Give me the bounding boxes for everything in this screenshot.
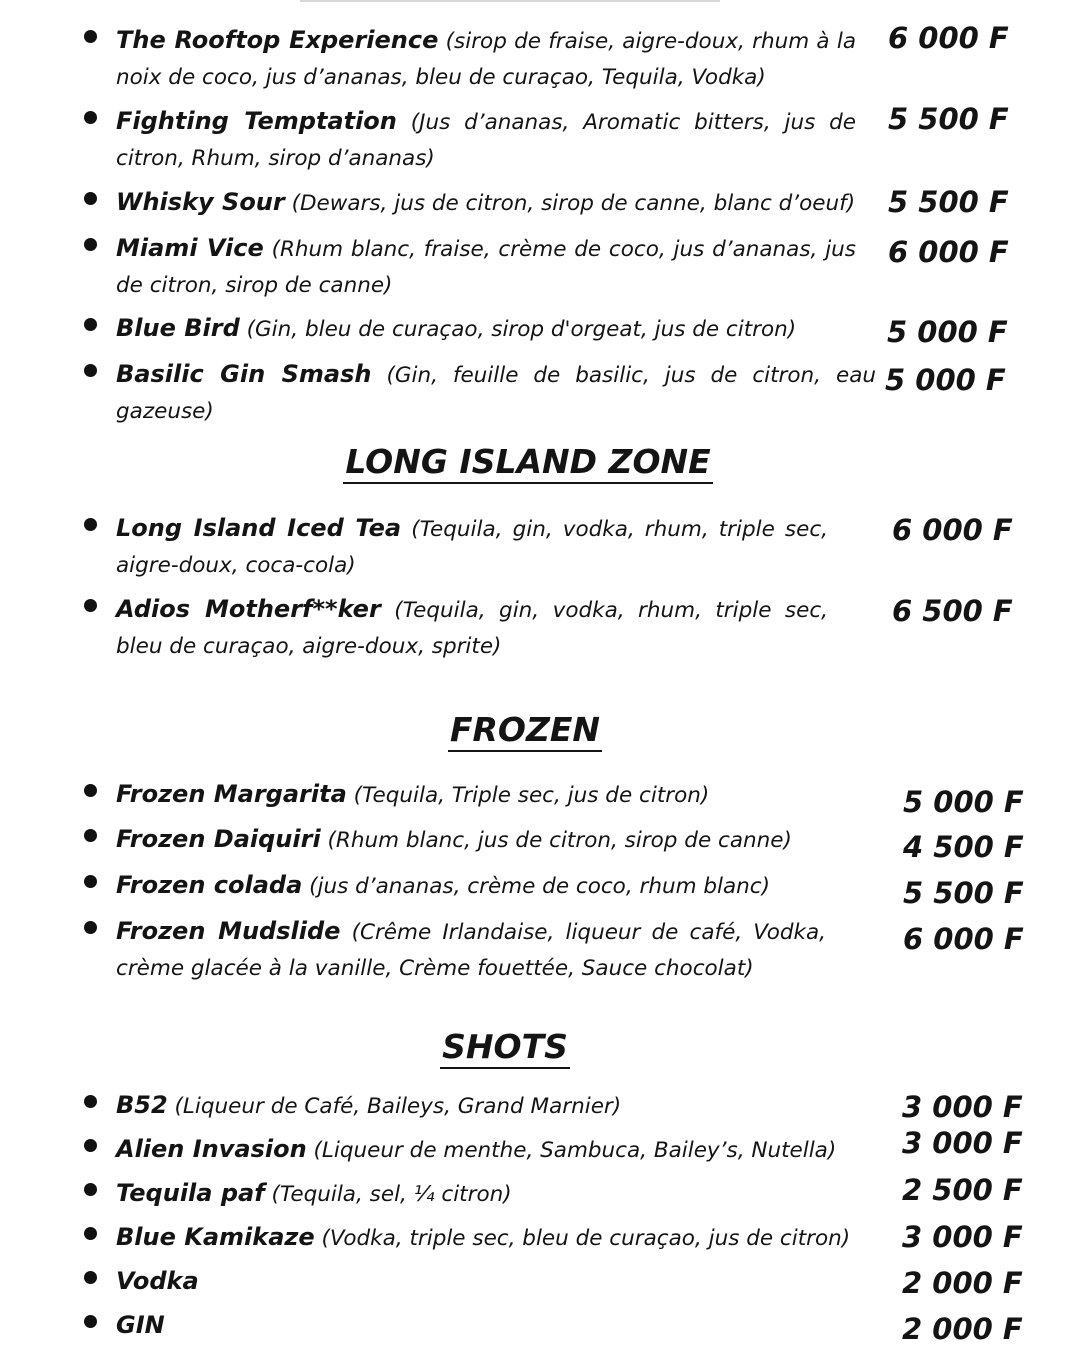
bullet-icon [84, 1271, 97, 1284]
item-name: Frozen Daiquiri [116, 825, 321, 853]
item-price: 5 000 F [887, 315, 1008, 349]
item-name: The Rooftop Experience [116, 26, 439, 54]
item-name: Vodka [116, 1267, 199, 1295]
bullet-icon [84, 829, 97, 842]
section-title: FROZEN [448, 710, 602, 752]
item-price: 6 500 F [892, 594, 1013, 628]
item-description [116, 1219, 876, 1257]
item-ingredients: (Dewars, jus de citron, sirop de canne, blanc d’oeuf) [291, 191, 856, 216]
item-name: Long Island Iced Tea [116, 514, 402, 542]
item-price: 3 000 F [902, 1220, 1023, 1254]
item-ingredients: (Gin, feuille de basilic, jus de citron, eau gazeuse) [116, 363, 876, 424]
bullet-icon [84, 1139, 97, 1152]
bullet-icon [84, 875, 97, 888]
item-price: 5 500 F [903, 876, 1024, 910]
item-name: Frozen colada [116, 871, 303, 899]
item-ingredients: (Crême Irlandaise, liqueur de café, Vodka, crème glacée à la vanille, Crème fouettée, Sauce chocolat) [116, 920, 826, 981]
section-title: LONG ISLAND ZONE [343, 442, 712, 484]
item-name: Blue Kamikaze [116, 1223, 315, 1251]
item-description [116, 1263, 856, 1301]
item-description [116, 776, 856, 814]
bullet-icon [84, 784, 97, 797]
item-description [116, 184, 856, 222]
item-ingredients: (Liqueur de Café, Baileys, Grand Marnier) [174, 1094, 622, 1119]
item-ingredients: (Gin, bleu de curaçao, sirop d'orgeat, jus de citron) [246, 317, 797, 342]
item-price: 6 000 F [903, 922, 1024, 956]
bullet-icon [84, 599, 97, 612]
item-description [116, 591, 828, 665]
item-name: GIN [116, 1311, 165, 1339]
item-ingredients: (Liqueur de menthe, Sambuca, Bailey’s, Nutella) [313, 1138, 837, 1163]
item-price: 5 500 F [888, 102, 1009, 136]
top-divider [300, 0, 720, 2]
item-ingredients: (Tequila, sel, ¼ citron) [271, 1182, 512, 1207]
item-ingredients: (Rhum blanc, jus de citron, sirop de canne) [327, 828, 792, 853]
item-price: 5 500 F [888, 185, 1009, 219]
item-description [116, 821, 856, 859]
section-heading [0, 442, 1068, 484]
bullet-icon [84, 318, 97, 331]
item-name: Blue Bird [116, 314, 240, 342]
item-price: 6 000 F [892, 513, 1013, 547]
bullet-icon [84, 192, 97, 205]
bullet-icon [84, 921, 97, 934]
item-description [116, 1131, 856, 1169]
item-price: 2 000 F [902, 1312, 1023, 1346]
item-description [116, 1087, 856, 1125]
item-price: 6 000 F [888, 235, 1009, 269]
item-name: Adios Motherf**ker [116, 595, 381, 623]
bullet-icon [84, 518, 97, 531]
bullet-icon [84, 111, 97, 124]
item-name: Alien Invasion [116, 1135, 307, 1163]
item-ingredients: (Tequila, gin, vodka, rhum, triple sec, bleu de curaçao, aigre-doux, sprite) [116, 598, 829, 659]
item-description [116, 1307, 856, 1345]
item-description [116, 913, 826, 987]
item-description [116, 22, 856, 96]
item-ingredients: (jus d’ananas, crème de coco, rhum blanc) [309, 874, 770, 899]
item-price: 2 500 F [902, 1173, 1023, 1207]
item-price: 6 000 F [888, 21, 1009, 55]
item-name: Frozen Mudslide [116, 917, 341, 945]
item-description [116, 867, 856, 905]
bullet-icon [84, 364, 97, 377]
item-price: 2 000 F [902, 1266, 1023, 1300]
section-title: SHOTS [440, 1027, 570, 1069]
item-ingredients: (Tequila, Triple sec, jus de citron) [353, 783, 710, 808]
item-ingredients: (sirop de fraise, aigre-doux, rhum à la noix de coco, jus d’ananas, bleu de curaçao, Tequila, Vodka) [116, 29, 856, 90]
section-heading [0, 710, 1065, 752]
item-name: Miami Vice [116, 234, 264, 262]
item-description [116, 230, 856, 304]
item-name: Tequila paf [116, 1179, 265, 1207]
item-name: B52 [116, 1091, 168, 1119]
item-description [116, 310, 856, 348]
item-description [116, 1175, 856, 1213]
item-name: Fighting Temptation [116, 107, 397, 135]
item-description [116, 356, 876, 430]
item-price: 5 000 F [903, 785, 1024, 819]
item-price: 3 000 F [902, 1126, 1023, 1160]
item-price: 3 000 F [902, 1090, 1023, 1124]
section-heading [0, 1027, 1045, 1069]
item-ingredients: (Tequila, gin, vodka, rhum, triple sec, aigre-doux, coca-cola) [116, 517, 828, 578]
bullet-icon [84, 1183, 97, 1196]
bullet-icon [84, 1315, 97, 1328]
item-description [116, 103, 856, 177]
bullet-icon [84, 1095, 97, 1108]
bullet-icon [84, 238, 97, 251]
item-description [116, 510, 828, 584]
bullet-icon [84, 30, 97, 43]
item-name: Frozen Margarita [116, 780, 347, 808]
item-price: 4 500 F [903, 830, 1024, 864]
item-ingredients: (Rhum blanc, fraise, crème de coco, jus d’ananas, jus de citron, sirop de canne) [116, 237, 856, 298]
bullet-icon [84, 1227, 97, 1240]
item-name: Whisky Sour [116, 188, 285, 216]
item-ingredients: (Jus d’ananas, Aromatic bitters, jus de citron, Rhum, sirop d’ananas) [116, 110, 857, 171]
item-price: 5 000 F [885, 363, 1006, 397]
item-ingredients: (Vodka, triple sec, bleu de curaçao, jus de citron) [321, 1226, 851, 1251]
item-name: Basilic Gin Smash [116, 360, 372, 388]
